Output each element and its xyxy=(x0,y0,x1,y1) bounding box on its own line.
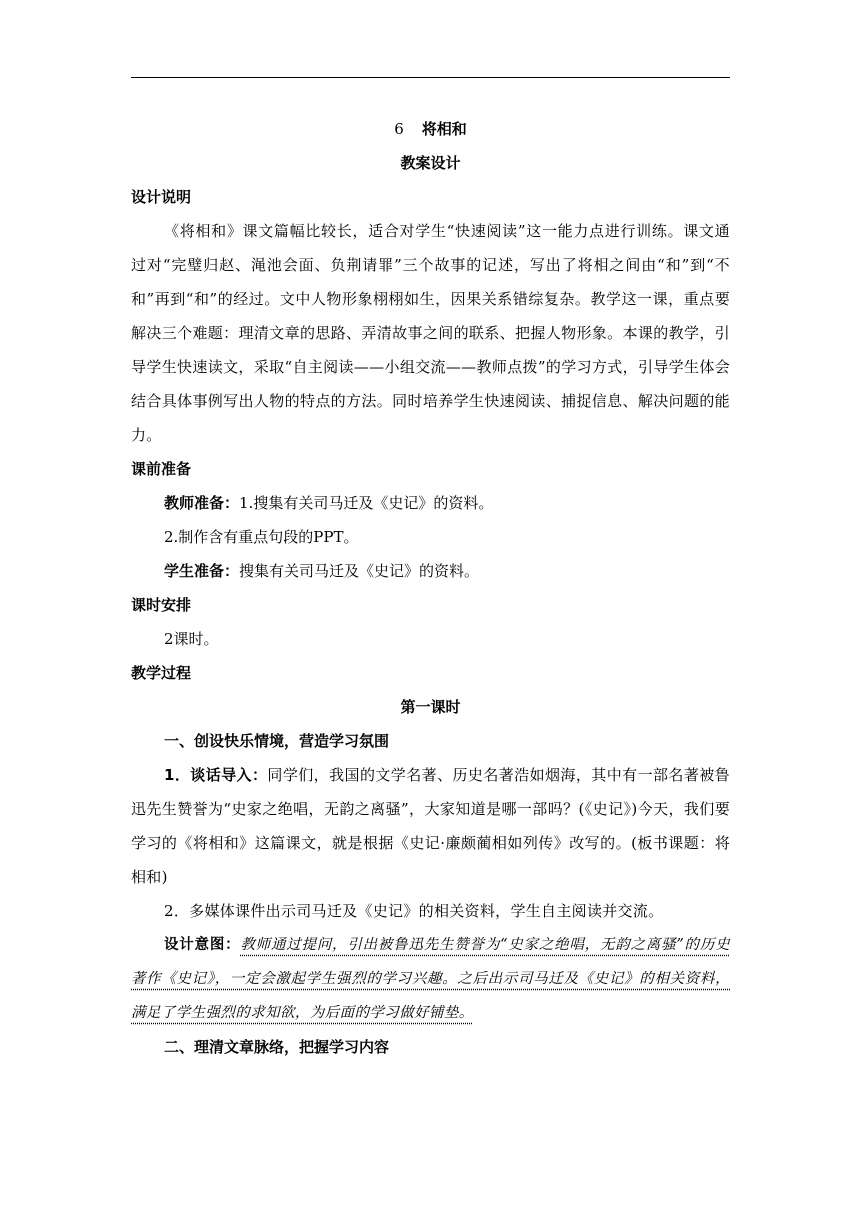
process-heading: 教学过程 xyxy=(131,664,192,682)
step1-label: 1．谈话导入： xyxy=(164,766,268,784)
lesson-title xyxy=(131,112,730,146)
preparation-heading: 课前准备 xyxy=(131,460,192,478)
lesson-subtitle: 教案设计 xyxy=(400,154,461,172)
teacher-preparation-item-1: 1.搜集有关司马迁及《史记》的资料。 xyxy=(239,494,494,512)
student-preparation-item: 搜集有关司马迁及《史记》的资料。 xyxy=(239,562,480,580)
step1-paragraph xyxy=(131,758,730,894)
lesson-number: 6 xyxy=(394,120,404,138)
schedule-text: 2课时。 xyxy=(164,630,219,648)
design-intent-text: 教师通过提问，引出被鲁迅先生赞誉为“史家之绝唱，无韵之离骚”的历史著作《史记》，一定会激起学生强烈的学习兴趣。之后出示司马迁及《史记》的相关资料，满足了学生强烈的求知欲，为后面的学习做好铺垫。 xyxy=(131,937,730,1021)
header-rule xyxy=(131,77,730,78)
student-preparation xyxy=(131,554,730,588)
section2-heading: 二、理清文章脉络，把握学习内容 xyxy=(164,1038,390,1056)
step1-text: 同学们，我国的文学名著、历史名著浩如烟海，其中有一部名著被鲁迅先生赞誉为“史家之绝唱，无韵之离骚”，大家知道是哪一部吗？(《史记》)今天，我们要学习的《将相和》这篇课文，就是根据《史记·廉颇蔺相如列传》改写的。(板书课题：将相和) xyxy=(131,766,730,886)
design-intent-paragraph xyxy=(131,928,730,1030)
teacher-preparation xyxy=(131,486,730,520)
step2-paragraph: 2．多媒体课件出示司马迁及《史记》的相关资料，学生自主阅读并交流。 xyxy=(164,902,664,920)
design-note-heading: 设计说明 xyxy=(131,188,192,206)
teacher-preparation-item-2: 2.制作含有重点句段的PPT。 xyxy=(164,528,359,546)
design-note-body: 《将相和》课文篇幅比较长，适合对学生“快速阅读”这一能力点进行训练。课文通过对“完璧归赵、渑池会面、负荆请罪”三个故事的记述，写出了将相之间由“和”到“不和”再到“和”的经过。文中人物形象栩栩如生，因果关系错综复杂。教学这一课，重点要解决三个难题：理清文章的思路、弄清故事之间的联系、把握人物形象。本课的教学，引导学生快速读文，采取“自主阅读——小组交流——教师点拨”的学习方式，引导学生体会结合具体事例写出人物的特点的方法。同时培养学生快速阅读、捕捉信息、解决问题的能力。 xyxy=(131,222,730,444)
schedule-heading: 课时安排 xyxy=(131,596,192,614)
lesson-title-text: 将相和 xyxy=(421,120,467,138)
design-intent-label: 设计意图： xyxy=(164,937,241,953)
section1-heading: 一、创设快乐情境，营造学习氛围 xyxy=(164,732,390,750)
teacher-preparation-label: 教师准备： xyxy=(164,494,240,512)
student-preparation-label: 学生准备： xyxy=(164,562,240,580)
lesson1-heading: 第一课时 xyxy=(400,698,461,716)
document-page xyxy=(131,112,730,1064)
